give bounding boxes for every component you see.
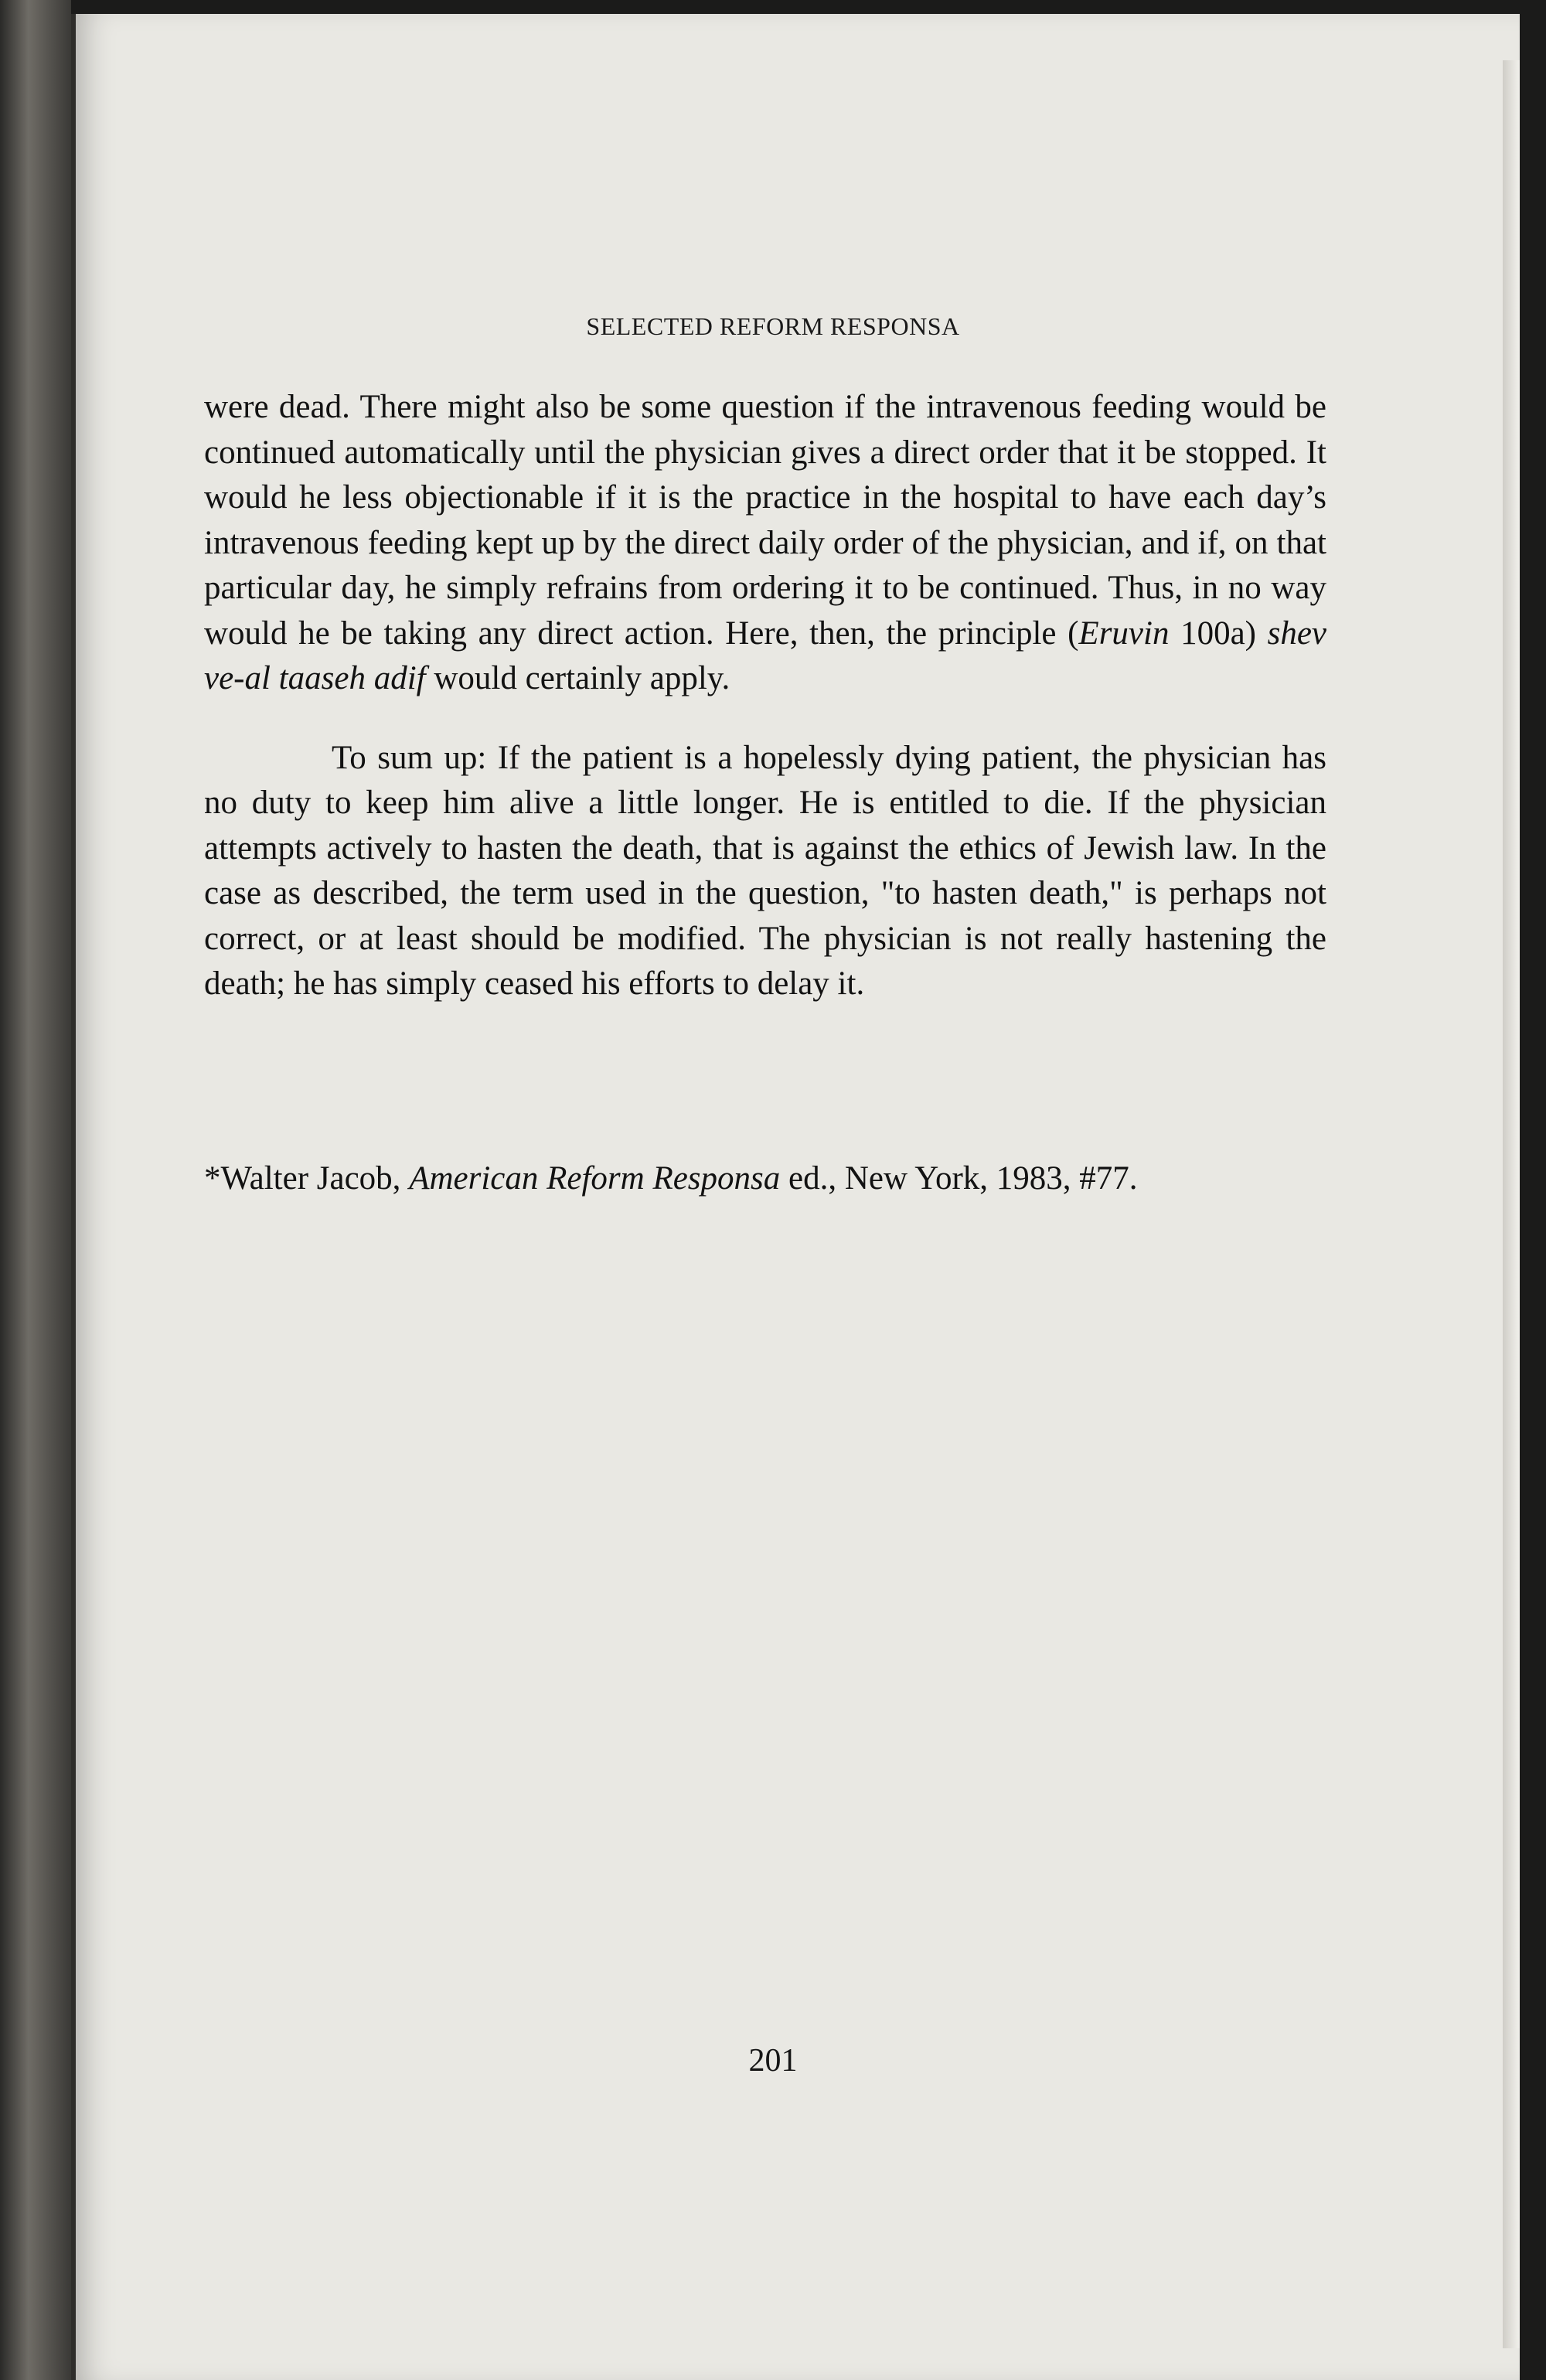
term-shev-ve-al: shev ve-al taaseh adif — [204, 615, 1327, 696]
running-head: SELECTED REFORM RESPONSA — [586, 312, 960, 340]
footnote-title: American Reform Responsa — [409, 1160, 781, 1197]
paragraph-1-part-1: were dead. There might also be some question if the intravenous feeding would be continued automatically until the physician gives a direct order that it be stopped. It would he less objectionable if it is the practice in the hospital to have each day’s intravenous feeding kept up by the direct daily order of the physician, and if, on that particular day, he simply refrains from ordering it to be continued. Thus, in no way would he be taking any direct action. Here, then, the principle ( — [204, 389, 1326, 652]
left-page-edge — [0, 0, 71, 2380]
paragraph-1-part-3: would certainly apply. — [425, 660, 730, 696]
page-edge — [1503, 60, 1520, 2348]
footnote-prefix: *Walter Jacob, — [204, 1160, 410, 1197]
page-number: 201 — [748, 2043, 798, 2079]
paragraph-1-part-2: 100a) — [1169, 615, 1268, 652]
footnote-suffix: ed., New York, 1983, #77. — [780, 1160, 1138, 1197]
body-text — [204, 385, 1326, 1007]
citation-eruvin: Eruvin — [1078, 615, 1170, 652]
paragraph-1 — [204, 385, 1326, 702]
footnote — [204, 1156, 1340, 1201]
paragraph-2: To sum up: If the patient is a hopelessly dying patient, the physician has no duty to keep him alive a little longer. He is entitled to die. If the physician attempts actively to hasten the death, that is against the ethics of Jewish law. In the case as described, the term used in the question, "to hasten death," is perhaps not correct, or at least should be modified. The physician is not really hastening the death; he has simply ceased his efforts to delay it. — [204, 739, 1326, 1002]
